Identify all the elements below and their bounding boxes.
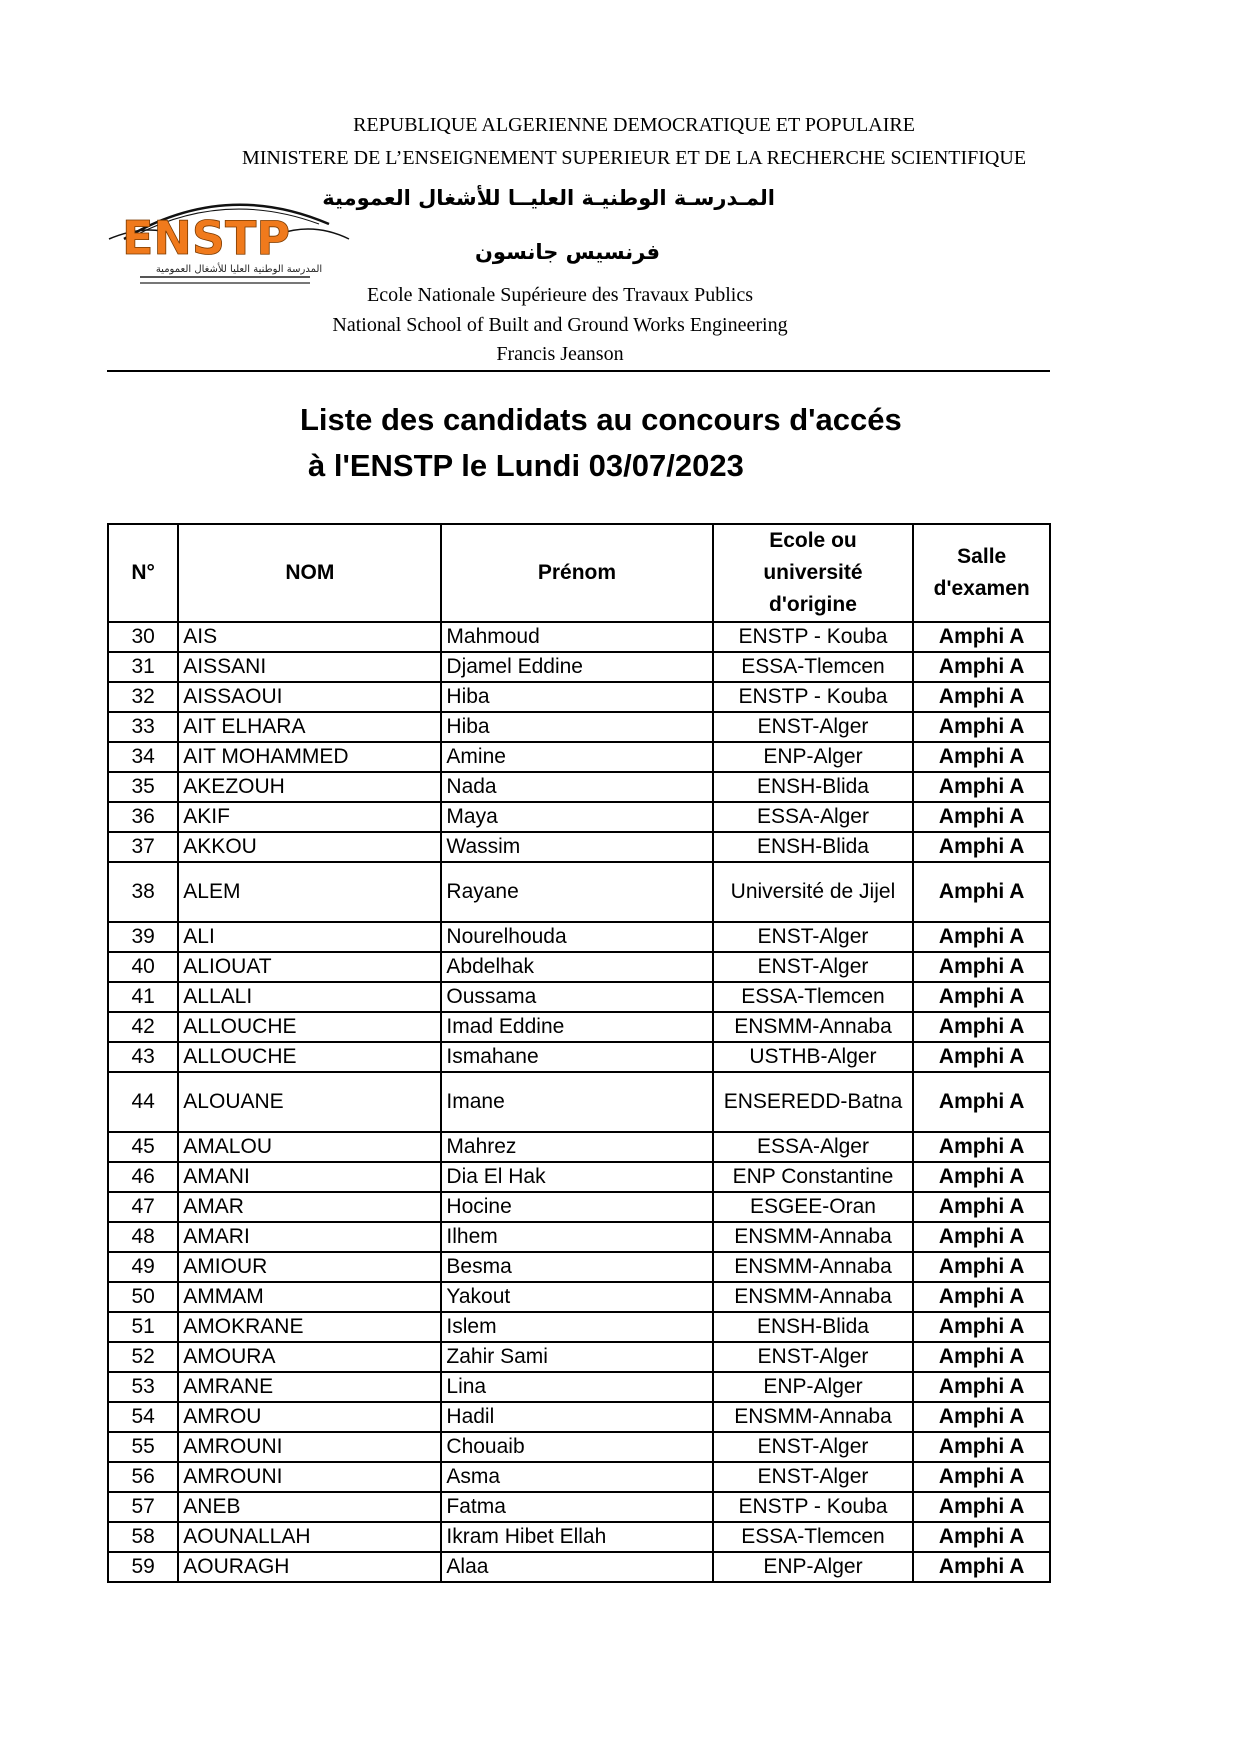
cell-nom: ALLOUCHE xyxy=(178,1012,441,1042)
school-person-arabic: فرنسيس جانسون xyxy=(474,240,660,264)
cell-nom: AMRANE xyxy=(178,1372,441,1402)
cell-number: 51 xyxy=(108,1312,178,1342)
cell-salle: Amphi A xyxy=(913,682,1050,712)
cell-salle: Amphi A xyxy=(913,1432,1050,1462)
cell-nom: AMROUNI xyxy=(178,1462,441,1492)
cell-ecole: ENSMM-Annaba xyxy=(713,1012,914,1042)
cell-number: 43 xyxy=(108,1042,178,1072)
cell-ecole: ENST-Alger xyxy=(713,922,914,952)
cell-ecole: ENSTP - Kouba xyxy=(713,682,914,712)
cell-number: 33 xyxy=(108,712,178,742)
header-nom: NOM xyxy=(178,524,441,622)
cell-nom: AMARI xyxy=(178,1222,441,1252)
cell-prenom: Hiba xyxy=(441,712,712,742)
cell-salle: Amphi A xyxy=(913,832,1050,862)
table-row xyxy=(108,1552,1050,1582)
table-row xyxy=(108,1012,1050,1042)
cell-nom: AMROUNI xyxy=(178,1432,441,1462)
cell-salle: Amphi A xyxy=(913,982,1050,1012)
cell-salle: Amphi A xyxy=(913,1222,1050,1252)
cell-prenom: Ikram Hibet Ellah xyxy=(441,1522,712,1552)
cell-ecole: ENST-Alger xyxy=(713,1462,914,1492)
cell-number: 39 xyxy=(108,922,178,952)
cell-ecole: ESSA-Tlemcen xyxy=(713,1522,914,1552)
table-row xyxy=(108,652,1050,682)
table-row xyxy=(108,1252,1050,1282)
cell-nom: ALLALI xyxy=(178,982,441,1012)
table-row xyxy=(108,1222,1050,1252)
republic-header: REPUBLIQUE ALGERIENNE DEMOCRATIQUE ET POPULAIRE xyxy=(353,114,915,136)
cell-salle: Amphi A xyxy=(913,1462,1050,1492)
cell-prenom: Djamel Eddine xyxy=(441,652,712,682)
cell-salle: Amphi A xyxy=(913,1132,1050,1162)
cell-salle: Amphi A xyxy=(913,1192,1050,1222)
cell-ecole: ENSTP - Kouba xyxy=(713,1492,914,1522)
cell-ecole: ESSA-Tlemcen xyxy=(713,982,914,1012)
cell-nom: AMAR xyxy=(178,1192,441,1222)
cell-nom: AIT ELHARA xyxy=(178,712,441,742)
cell-salle: Amphi A xyxy=(913,1282,1050,1312)
document-title-line1: Liste des candidats au concours d'accés xyxy=(300,402,902,437)
cell-prenom: Mahmoud xyxy=(441,622,712,652)
cell-prenom: Besma xyxy=(441,1252,712,1282)
cell-ecole: ENSMM-Annaba xyxy=(713,1402,914,1432)
table-row xyxy=(108,1522,1050,1552)
cell-nom: AIS xyxy=(178,622,441,652)
cell-salle: Amphi A xyxy=(913,1492,1050,1522)
cell-ecole: ENST-Alger xyxy=(713,1342,914,1372)
cell-number: 52 xyxy=(108,1342,178,1372)
cell-salle: Amphi A xyxy=(913,1162,1050,1192)
table-row xyxy=(108,772,1050,802)
cell-number: 46 xyxy=(108,1162,178,1192)
table-row xyxy=(108,1432,1050,1462)
cell-prenom: Oussama xyxy=(441,982,712,1012)
cell-ecole: ENSMM-Annaba xyxy=(713,1222,914,1252)
cell-number: 31 xyxy=(108,652,178,682)
cell-number: 47 xyxy=(108,1192,178,1222)
table-row xyxy=(108,1462,1050,1492)
school-name-french: Ecole Nationale Supérieure des Travaux Publics xyxy=(366,284,754,306)
table-row xyxy=(108,1402,1050,1432)
cell-number: 49 xyxy=(108,1252,178,1282)
table-row xyxy=(108,862,1050,922)
cell-number: 54 xyxy=(108,1402,178,1432)
cell-salle: Amphi A xyxy=(913,1372,1050,1402)
cell-ecole: ENST-Alger xyxy=(713,1432,914,1462)
table-row xyxy=(108,832,1050,862)
cell-prenom: Ismahane xyxy=(441,1042,712,1072)
cell-prenom: Nourelhouda xyxy=(441,922,712,952)
cell-number: 38 xyxy=(108,862,178,922)
table-row xyxy=(108,1132,1050,1162)
cell-number: 40 xyxy=(108,952,178,982)
cell-ecole: ENSH-Blida xyxy=(713,832,914,862)
cell-nom: ALOUANE xyxy=(178,1072,441,1132)
cell-number: 30 xyxy=(108,622,178,652)
cell-prenom: Abdelhak xyxy=(441,952,712,982)
table-row xyxy=(108,1342,1050,1372)
cell-nom: AOUNALLAH xyxy=(178,1522,441,1552)
document-title-line2: à l'ENSTP le Lundi 03/07/2023 xyxy=(308,448,744,483)
table-row xyxy=(108,712,1050,742)
cell-ecole: ENSMM-Annaba xyxy=(713,1282,914,1312)
cell-prenom: Hocine xyxy=(441,1192,712,1222)
cell-ecole: USTHB-Alger xyxy=(713,1042,914,1072)
cell-salle: Amphi A xyxy=(913,862,1050,922)
cell-number: 32 xyxy=(108,682,178,712)
cell-nom: AISSANI xyxy=(178,652,441,682)
cell-number: 55 xyxy=(108,1432,178,1462)
cell-salle: Amphi A xyxy=(913,772,1050,802)
cell-ecole: ENST-Alger xyxy=(713,952,914,982)
table-header-row xyxy=(108,524,1050,622)
cell-number: 41 xyxy=(108,982,178,1012)
cell-salle: Amphi A xyxy=(913,622,1050,652)
cell-salle: Amphi A xyxy=(913,1072,1050,1132)
cell-number: 53 xyxy=(108,1372,178,1402)
cell-prenom: Lina xyxy=(441,1372,712,1402)
cell-prenom: Imad Eddine xyxy=(441,1012,712,1042)
cell-ecole: ENSH-Blida xyxy=(713,772,914,802)
header-number: N° xyxy=(108,524,178,622)
cell-nom: AKKOU xyxy=(178,832,441,862)
cell-number: 58 xyxy=(108,1522,178,1552)
cell-prenom: Asma xyxy=(441,1462,712,1492)
cell-prenom: Imane xyxy=(441,1072,712,1132)
cell-ecole: ENSH-Blida xyxy=(713,1312,914,1342)
school-name-english: National School of Built and Ground Works Engineering xyxy=(332,314,788,336)
cell-prenom: Hadil xyxy=(441,1402,712,1432)
table-row xyxy=(108,952,1050,982)
table-row xyxy=(108,1372,1050,1402)
cell-number: 35 xyxy=(108,772,178,802)
cell-nom: AMIOUR xyxy=(178,1252,441,1282)
header-salle: Salle d'examen xyxy=(913,524,1050,622)
cell-nom: AKIF xyxy=(178,802,441,832)
cell-salle: Amphi A xyxy=(913,1012,1050,1042)
header-ecole: Ecole ou université d'origine xyxy=(713,524,914,622)
cell-nom: AISSAOUI xyxy=(178,682,441,712)
header-prenom: Prénom xyxy=(441,524,712,622)
cell-ecole: ENSEREDD-Batna xyxy=(713,1072,914,1132)
table-row xyxy=(108,802,1050,832)
table-row xyxy=(108,1492,1050,1522)
school-person-name: Francis Jeanson xyxy=(496,343,624,365)
table-row xyxy=(108,1072,1050,1132)
cell-nom: AOURAGH xyxy=(178,1552,441,1582)
cell-ecole: ENP Constantine xyxy=(713,1162,914,1192)
table-row xyxy=(108,742,1050,772)
cell-salle: Amphi A xyxy=(913,1522,1050,1552)
cell-salle: Amphi A xyxy=(913,652,1050,682)
logo-arabic-text: المدرسة الوطنية العليا للأشغال العمومية xyxy=(155,264,323,275)
cell-ecole: ENST-Alger xyxy=(713,712,914,742)
cell-ecole: Université de Jijel xyxy=(713,862,914,922)
cell-number: 45 xyxy=(108,1132,178,1162)
cell-nom: AMMAM xyxy=(178,1282,441,1312)
cell-prenom: Rayane xyxy=(441,862,712,922)
cell-ecole: ESSA-Tlemcen xyxy=(713,652,914,682)
table-row xyxy=(108,622,1050,652)
cell-number: 44 xyxy=(108,1072,178,1132)
table-row xyxy=(108,1042,1050,1072)
cell-prenom: Islem xyxy=(441,1312,712,1342)
cell-salle: Amphi A xyxy=(913,1342,1050,1372)
cell-salle: Amphi A xyxy=(913,922,1050,952)
cell-prenom: Zahir Sami xyxy=(441,1342,712,1372)
cell-ecole: ENP-Alger xyxy=(713,1552,914,1582)
logo-wordmark: ENSTP xyxy=(122,211,291,265)
cell-prenom: Ilhem xyxy=(441,1222,712,1252)
table-row xyxy=(108,1312,1050,1342)
candidates-table xyxy=(107,523,1051,1583)
cell-prenom: Maya xyxy=(441,802,712,832)
table-row xyxy=(108,682,1050,712)
cell-salle: Amphi A xyxy=(913,1312,1050,1342)
cell-number: 34 xyxy=(108,742,178,772)
cell-prenom: Wassim xyxy=(441,832,712,862)
cell-prenom: Fatma xyxy=(441,1492,712,1522)
cell-number: 48 xyxy=(108,1222,178,1252)
table-row xyxy=(108,922,1050,952)
cell-prenom: Dia El Hak xyxy=(441,1162,712,1192)
cell-salle: Amphi A xyxy=(913,952,1050,982)
cell-number: 57 xyxy=(108,1492,178,1522)
cell-prenom: Nada xyxy=(441,772,712,802)
table-row xyxy=(108,1282,1050,1312)
cell-prenom: Amine xyxy=(441,742,712,772)
cell-ecole: ENSMM-Annaba xyxy=(713,1252,914,1282)
cell-salle: Amphi A xyxy=(913,1552,1050,1582)
cell-salle: Amphi A xyxy=(913,802,1050,832)
cell-prenom: Hiba xyxy=(441,682,712,712)
cell-number: 37 xyxy=(108,832,178,862)
cell-nom: AMROU xyxy=(178,1402,441,1432)
cell-number: 50 xyxy=(108,1282,178,1312)
cell-nom: AIT MOHAMMED xyxy=(178,742,441,772)
cell-ecole: ENP-Alger xyxy=(713,742,914,772)
cell-ecole: ESSA-Alger xyxy=(713,1132,914,1162)
cell-number: 56 xyxy=(108,1462,178,1492)
cell-nom: ALIOUAT xyxy=(178,952,441,982)
cell-nom: ALLOUCHE xyxy=(178,1042,441,1072)
table-row xyxy=(108,1162,1050,1192)
cell-ecole: ENP-Alger xyxy=(713,1372,914,1402)
table-row xyxy=(108,982,1050,1012)
cell-nom: AMOURA xyxy=(178,1342,441,1372)
cell-nom: ANEB xyxy=(178,1492,441,1522)
cell-prenom: Mahrez xyxy=(441,1132,712,1162)
cell-number: 42 xyxy=(108,1012,178,1042)
cell-prenom: Chouaib xyxy=(441,1432,712,1462)
cell-salle: Amphi A xyxy=(913,1042,1050,1072)
cell-nom: AMANI xyxy=(178,1162,441,1192)
cell-salle: Amphi A xyxy=(913,742,1050,772)
cell-nom: AKEZOUH xyxy=(178,772,441,802)
cell-number: 36 xyxy=(108,802,178,832)
cell-ecole: ESGEE-Oran xyxy=(713,1192,914,1222)
cell-nom: ALEM xyxy=(178,862,441,922)
ministry-header: MINISTERE DE L’ENSEIGNEMENT SUPERIEUR ET DE LA RECHERCHE SCIENTIFIQUE xyxy=(241,147,1027,169)
table-row xyxy=(108,1192,1050,1222)
cell-nom: AMALOU xyxy=(178,1132,441,1162)
cell-ecole: ESSA-Alger xyxy=(713,802,914,832)
cell-number: 59 xyxy=(108,1552,178,1582)
cell-nom: AMOKRANE xyxy=(178,1312,441,1342)
cell-prenom: Alaa xyxy=(441,1552,712,1582)
cell-nom: ALI xyxy=(178,922,441,952)
enstp-logo xyxy=(104,184,354,294)
cell-salle: Amphi A xyxy=(913,712,1050,742)
school-name-arabic: المـدرسـة الوطنيـة العليــا للأشغال العمومية xyxy=(322,186,775,210)
cell-salle: Amphi A xyxy=(913,1252,1050,1282)
cell-salle: Amphi A xyxy=(913,1402,1050,1432)
cell-prenom: Yakout xyxy=(441,1282,712,1312)
cell-ecole: ENSTP - Kouba xyxy=(713,622,914,652)
header-divider xyxy=(107,370,1050,372)
